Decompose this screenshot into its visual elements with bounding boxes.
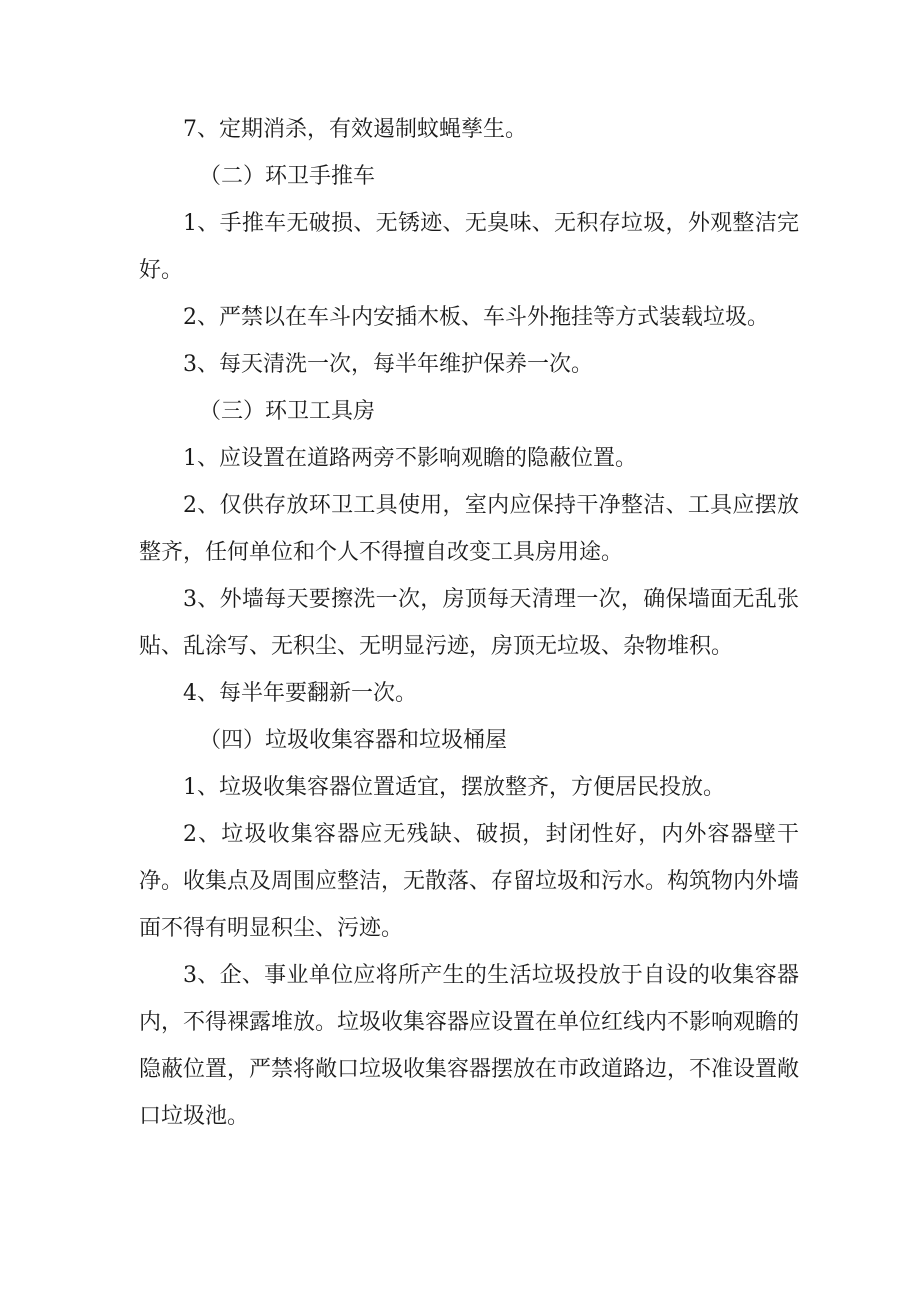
section-heading-garbage-containers: （四）垃圾收集容器和垃圾桶屋 bbox=[199, 728, 508, 753]
paragraph-handcart-2: 2、严禁以在车斗内安插木板、车斗外拖挂等方式装载垃圾。 bbox=[183, 305, 769, 330]
document-body bbox=[139, 106, 799, 1140]
paragraph-tool-room-3: 3、外墙每天要擦洗一次，房顶每天清理一次，确保墙面无乱张贴、乱涂写、无积尘、无明显污迹，房顶无垃圾、杂物堆积。 bbox=[139, 587, 799, 659]
paragraph-handcart-1: 1、手推车无破损、无锈迹、无臭味、无积存垃圾，外观整洁完好。 bbox=[139, 211, 799, 283]
section-heading-tool-room: （三）环卫工具房 bbox=[199, 399, 376, 424]
paragraph-containers-1: 1、垃圾收集容器位置适宜，摆放整齐，方便居民投放。 bbox=[183, 775, 725, 800]
paragraph-containers-3: 3、企、事业单位应将所产生的生活垃圾投放于自设的收集容器内，不得裸露堆放。垃圾收集容器应设置在单位红线内不影响观瞻的隐蔽位置，严禁将敞口垃圾收集容器摆放在市政道路边，不准设置敞口垃圾池。 bbox=[139, 963, 800, 1129]
section-heading-handcart: （二）环卫手推车 bbox=[199, 164, 376, 189]
paragraph-handcart-3: 3、每天清洗一次，每半年维护保养一次。 bbox=[183, 352, 593, 377]
paragraph-containers-2: 2、垃圾收集容器应无残缺、破损，封闭性好，内外容器壁干净。收集点及周围应整洁，无散落、存留垃圾和污水。构筑物内外墙面不得有明显积尘、污迹。 bbox=[139, 822, 800, 941]
paragraph-tool-room-1: 1、应设置在道路两旁不影响观瞻的隐蔽位置。 bbox=[183, 446, 637, 471]
paragraph-item-7: 7、定期消杀，有效遏制蚊蝇孳生。 bbox=[183, 117, 527, 142]
paragraph-tool-room-2: 2、仅供存放环卫工具使用，室内应保持干净整洁、工具应摆放整齐，任何单位和个人不得擅自改变工具房用途。 bbox=[139, 493, 799, 565]
paragraph-tool-room-4: 4、每半年要翻新一次。 bbox=[183, 681, 417, 706]
